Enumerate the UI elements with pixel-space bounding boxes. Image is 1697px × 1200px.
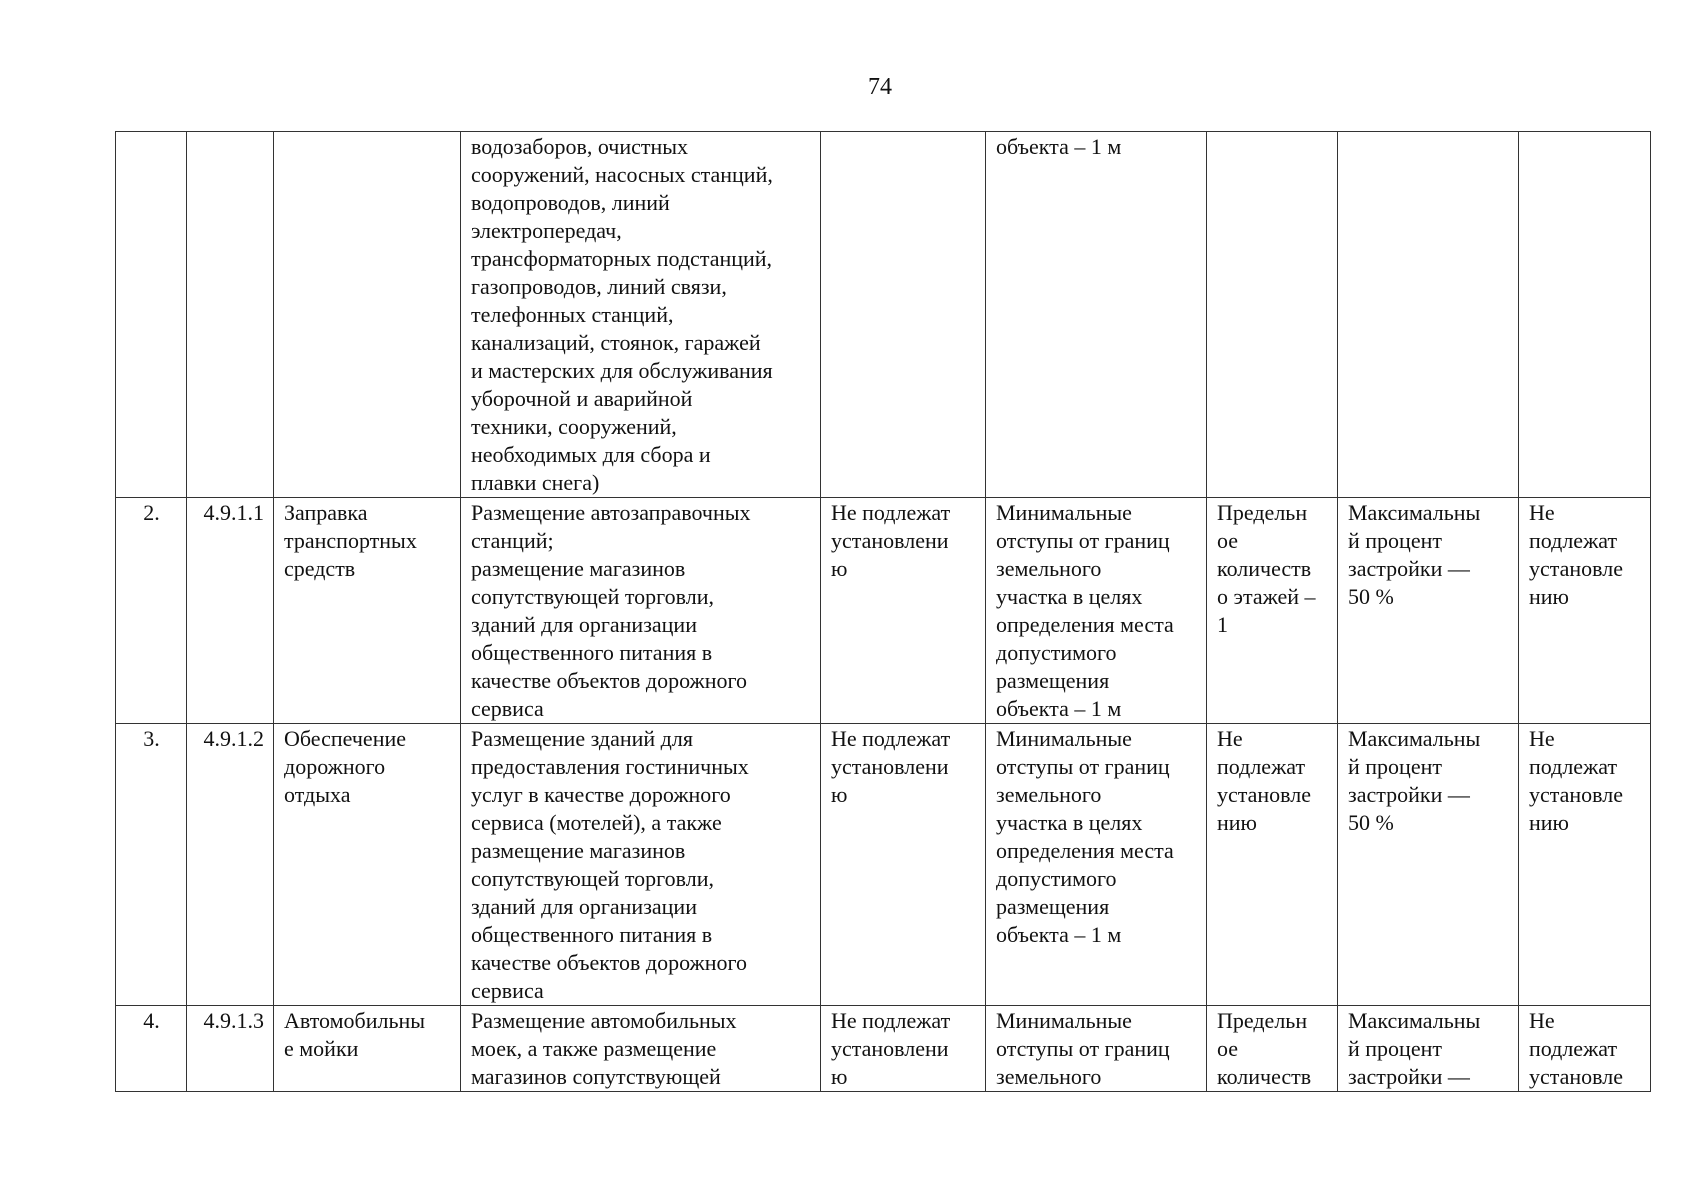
row-description: Размещение автомобильных моек, а также размещение магазинов сопутствующей <box>461 1006 821 1092</box>
row-floors: Предельн ое количеств о этажей – 1 <box>1207 498 1338 724</box>
row-number <box>116 132 187 498</box>
row-number: 4. <box>116 1006 187 1092</box>
row-description: Размещение зданий для предоставления гостиничных услуг в качестве дорожного сервиса (мотелей), а также размещение магазинов сопутствующей торговли, зданий для организации общественного питания в качестве объектов дорожного сервиса <box>461 724 821 1006</box>
row-description: водозаборов, очистных сооружений, насосных станций, водопроводов, линий электропередач, трансформаторных подстанций, газопроводов, линий связи, телефонных станций, канализаций, стоянок, гаражей и мастерских для обслуживания уборочной и аварийной техники, сооружений, необходимых для сбора и плавки снега) <box>461 132 821 498</box>
row-number: 2. <box>116 498 187 724</box>
row-name: Заправка транспортных средств <box>274 498 461 724</box>
row-setbacks: Минимальные отступы от границ земельного <box>986 1006 1207 1092</box>
row-name <box>274 132 461 498</box>
row-code: 4.9.1.3 <box>187 1006 274 1092</box>
row-col5: Не подлежат установлени ю <box>821 498 986 724</box>
row-col5: Не подлежат установлени ю <box>821 724 986 1006</box>
row-name: Обеспечение дорожного отдыха <box>274 724 461 1006</box>
row-floors <box>1207 132 1338 498</box>
table-row <box>116 724 1651 1006</box>
row-col9 <box>1519 132 1651 498</box>
table-row <box>116 132 1651 498</box>
row-coverage: Максимальны й процент застройки — <box>1338 1006 1519 1092</box>
row-code <box>187 132 274 498</box>
row-coverage: Максимальны й процент застройки — 50 % <box>1338 498 1519 724</box>
row-col9: Не подлежат установле нию <box>1519 724 1651 1006</box>
row-col9: Не подлежат установле нию <box>1519 498 1651 724</box>
row-col9: Не подлежат установле <box>1519 1006 1651 1092</box>
row-col5 <box>821 132 986 498</box>
row-description: Размещение автозаправочных станций; размещение магазинов сопутствующей торговли, зданий для организации общественного питания в качестве объектов дорожного сервиса <box>461 498 821 724</box>
row-col5: Не подлежат установлени ю <box>821 1006 986 1092</box>
row-floors: Предельн ое количеств <box>1207 1006 1338 1092</box>
row-number: 3. <box>116 724 187 1006</box>
page-number: 74 <box>868 74 892 100</box>
row-setbacks: объекта – 1 м <box>986 132 1207 498</box>
row-code: 4.9.1.1 <box>187 498 274 724</box>
regulations-table <box>115 131 1651 1092</box>
row-setbacks: Минимальные отступы от границ земельного участка в целях определения места допустимого размещения объекта – 1 м <box>986 498 1207 724</box>
row-coverage <box>1338 132 1519 498</box>
row-floors: Не подлежат установле нию <box>1207 724 1338 1006</box>
row-coverage: Максимальны й процент застройки — 50 % <box>1338 724 1519 1006</box>
table-row <box>116 1006 1651 1092</box>
row-setbacks: Минимальные отступы от границ земельного участка в целях определения места допустимого размещения объекта – 1 м <box>986 724 1207 1006</box>
row-name: Автомобильны е мойки <box>274 1006 461 1092</box>
table-row <box>116 498 1651 724</box>
row-code: 4.9.1.2 <box>187 724 274 1006</box>
